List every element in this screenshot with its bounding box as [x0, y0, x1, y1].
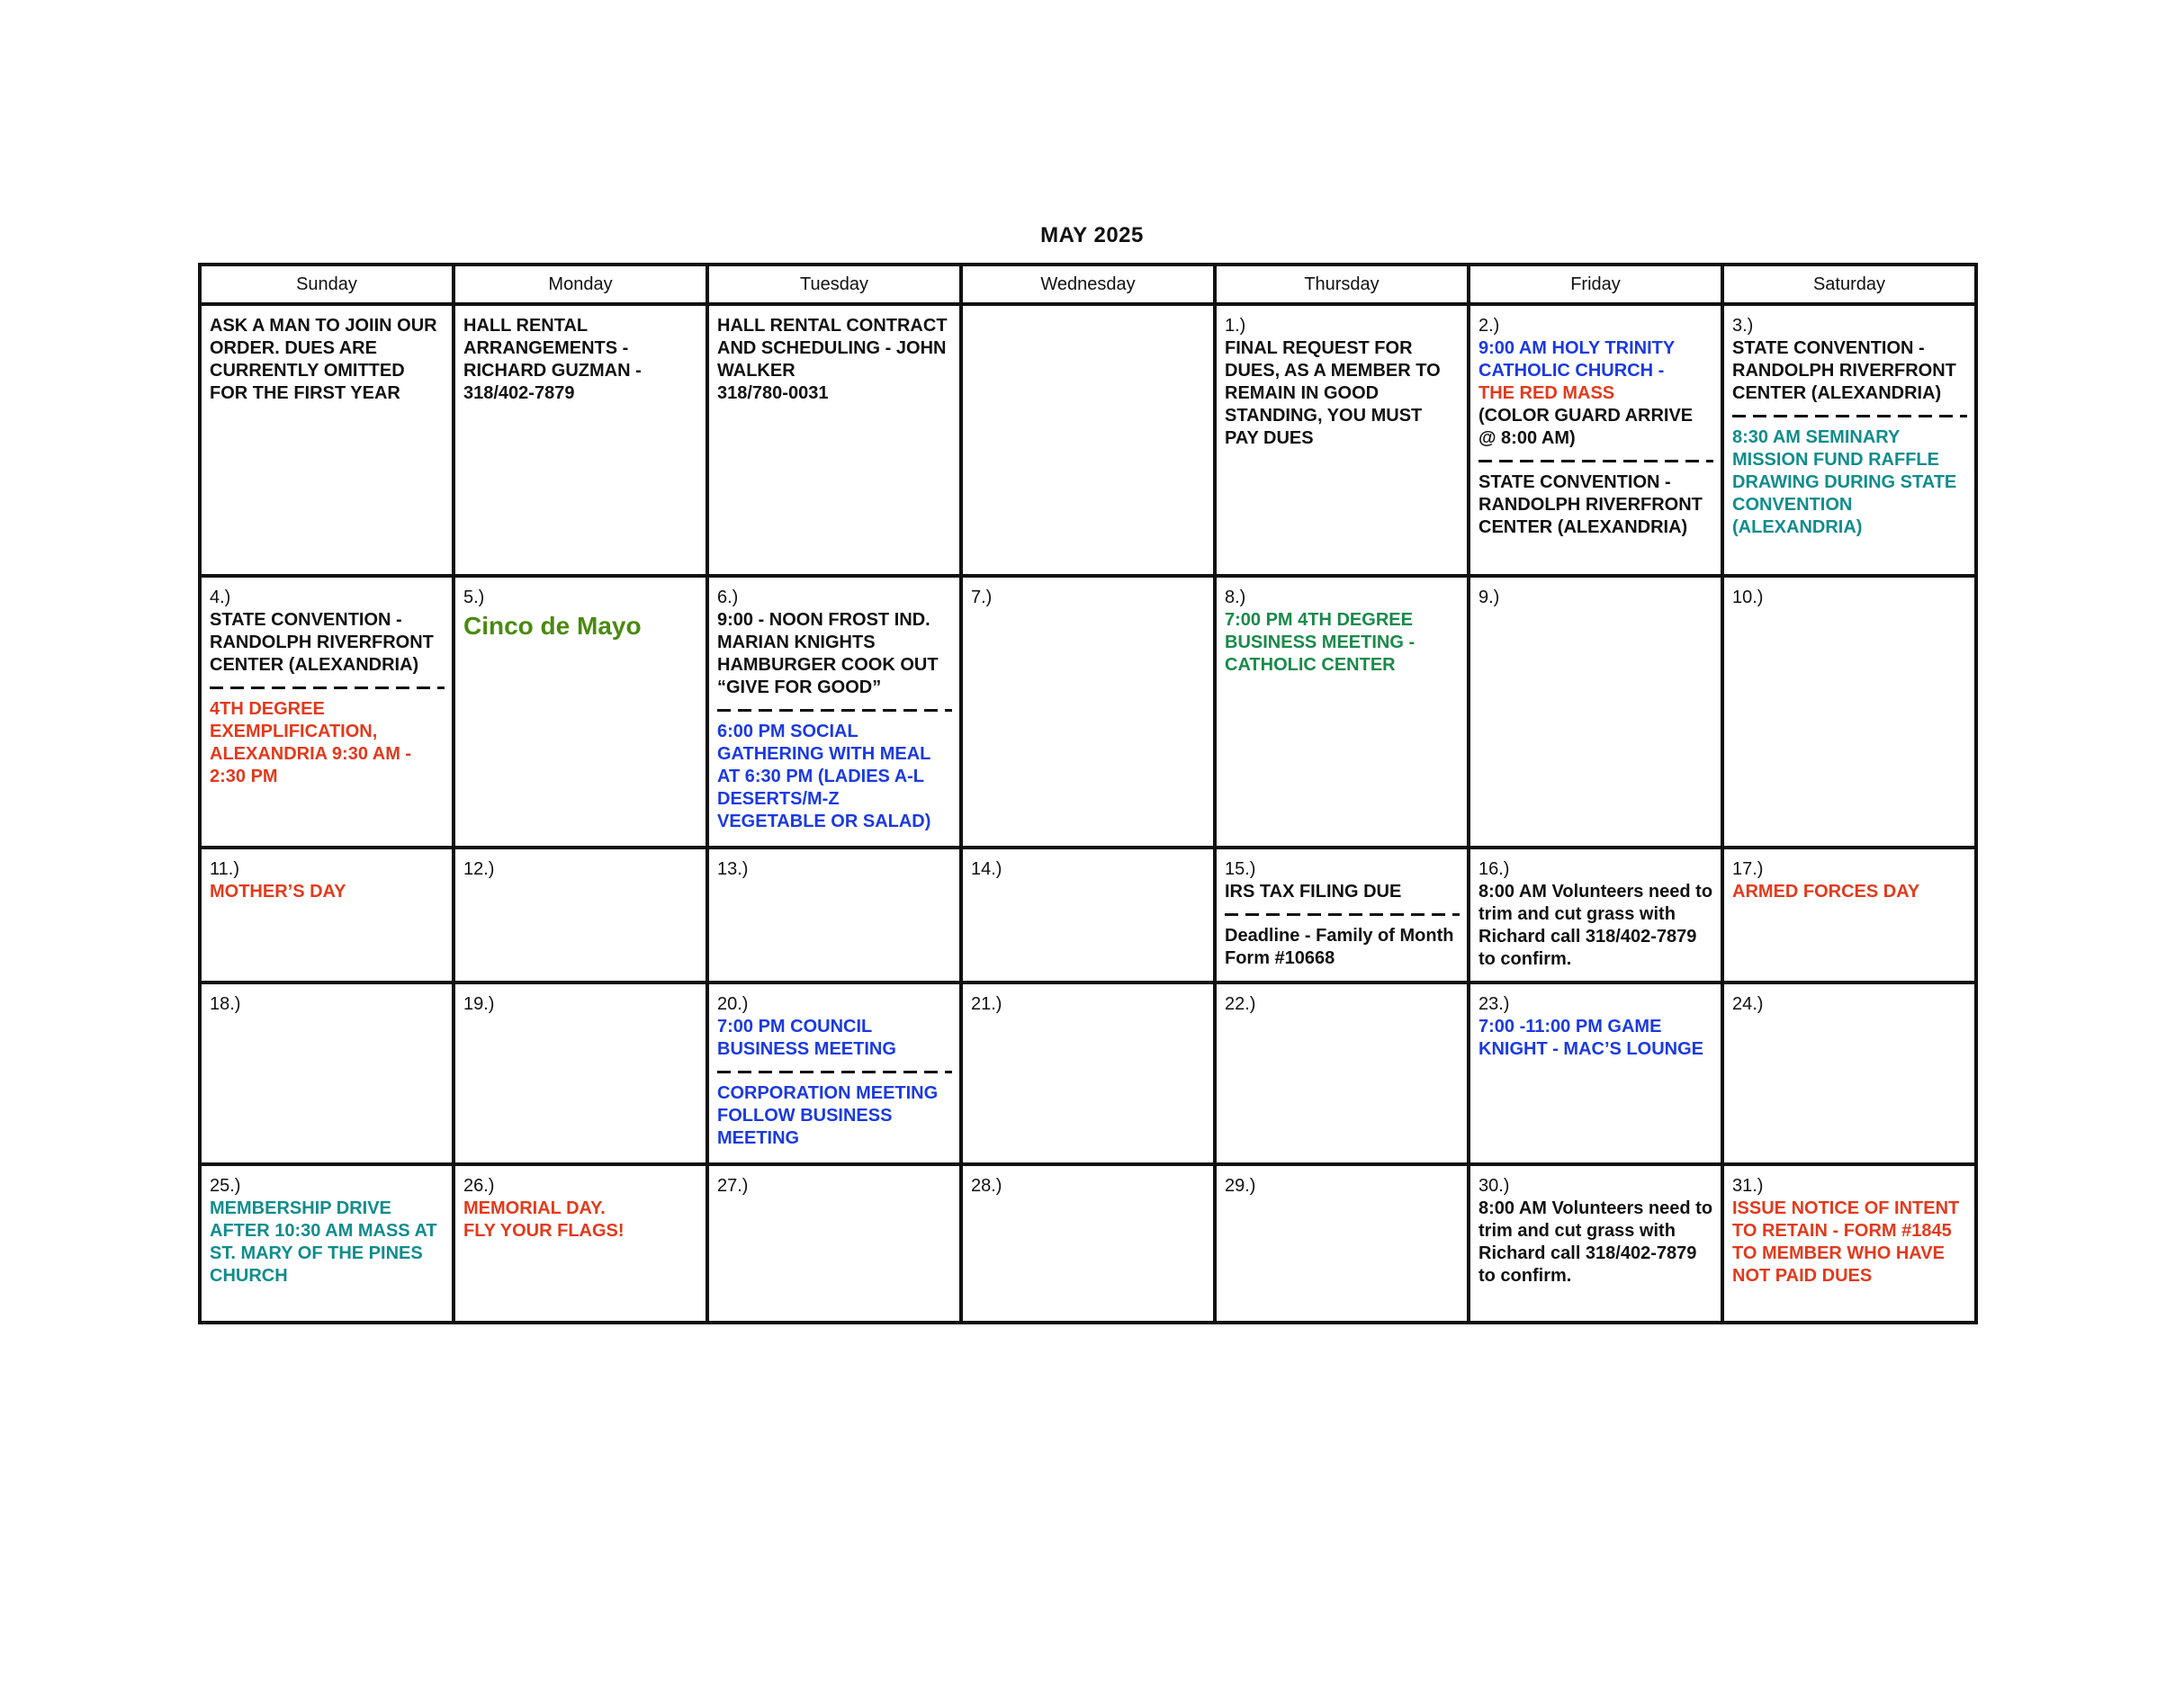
day-number: 28.)	[971, 1176, 1002, 1196]
day-number: 12.)	[463, 859, 495, 879]
event-separator	[717, 1063, 952, 1081]
day-cell	[1722, 304, 1976, 576]
day-number: 3.)	[1732, 316, 1754, 336]
weekday-header: Wednesday	[961, 265, 1215, 304]
week-row	[200, 304, 1976, 576]
day-number: 1.)	[1225, 316, 1246, 336]
event-text: 6:00 PM SOCIAL GATHERING WITH MEAL AT 6:30 PM (LADIES A-L DESERTS/M-Z VEGETABLE OR SALAD)	[717, 722, 931, 831]
day-cell	[707, 576, 961, 848]
week-row	[200, 848, 1976, 983]
day-cell	[1215, 576, 1469, 848]
calendar-grid	[198, 263, 1978, 1324]
day-cell	[1469, 304, 1722, 576]
event-text: Cinco de Mayo	[463, 612, 642, 640]
event-text: FINAL REQUEST FOR DUES, AS A MEMBER TO REMAIN IN GOOD STANDING, YOU MUST PAY DUES	[1225, 338, 1441, 448]
day-cell	[454, 848, 707, 983]
day-number: 9.)	[1478, 588, 1500, 607]
weekday-header-row	[200, 265, 1976, 304]
day-number: 23.)	[1478, 994, 1510, 1014]
day-cell	[1469, 576, 1722, 848]
week-row	[200, 983, 1976, 1164]
event-text: HALL RENTAL ARRANGEMENTS - RICHARD GUZMAN - 318/402-7879	[463, 316, 642, 403]
week-row	[200, 576, 1976, 848]
day-number: 10.)	[1732, 588, 1764, 607]
event-text: ASK A MAN TO JOIIN OUR ORDER. DUES ARE CURRENTLY OMITTED FOR THE FIRST YEAR	[210, 316, 437, 403]
event-text: 9:00 - NOON FROST IND. MARIAN KNIGHTS HAMBURGER COOK OUT “GIVE FOR GOOD”	[717, 610, 939, 697]
day-number: 8.)	[1225, 588, 1246, 607]
event-separator	[1478, 452, 1713, 470]
day-number: 26.)	[463, 1176, 495, 1196]
event-separator	[210, 678, 445, 696]
calendar-title: MAY 2025	[1040, 223, 1144, 247]
day-cell	[454, 983, 707, 1164]
day-cell	[1722, 983, 1976, 1164]
day-number: 2.)	[1478, 316, 1500, 336]
event-text: STATE CONVENTION - RANDOLPH RIVERFRONT CENTER (ALEXANDRIA)	[1478, 472, 1703, 537]
day-number: 18.)	[210, 994, 241, 1014]
day-cell	[200, 576, 454, 848]
day-number: 29.)	[1225, 1176, 1256, 1196]
event-text: 8:00 AM Volunteers need to trim and cut grass with Richard call 318/402-7879 to confirm.	[1478, 882, 1713, 969]
event-text: ISSUE NOTICE OF INTENT TO RETAIN - FORM #1845 TO MEMBER WHO HAVE NOT PAID DUES	[1732, 1198, 1960, 1286]
day-cell	[200, 304, 454, 576]
event-text: 7:00 PM COUNCIL BUSINESS MEETING	[717, 1017, 896, 1059]
day-cell	[707, 1164, 961, 1323]
day-cell	[1469, 848, 1722, 983]
weekday-header: Sunday	[200, 265, 454, 304]
day-cell	[1469, 1164, 1722, 1323]
event-text: MOTHER’S DAY	[210, 882, 346, 902]
week-row	[200, 1164, 1976, 1323]
event-text: HALL RENTAL CONTRACT AND SCHEDULING - JOHN WALKER 318/780-0031	[717, 316, 948, 403]
event-text: STATE CONVENTION - RANDOLPH RIVERFRONT CENTER (ALEXANDRIA)	[1732, 338, 1956, 403]
event-separator	[1732, 407, 1967, 425]
event-separator	[717, 701, 952, 719]
day-cell	[1722, 1164, 1976, 1323]
day-number: 14.)	[971, 859, 1002, 879]
calendar-body	[200, 304, 1976, 1323]
event-text: Deadline - Family of Month Form #10668	[1225, 926, 1454, 968]
day-cell	[454, 576, 707, 848]
day-cell	[707, 983, 961, 1164]
weekday-header: Friday	[1469, 265, 1722, 304]
day-number: 21.)	[971, 994, 1002, 1014]
day-cell	[454, 1164, 707, 1323]
event-text: 8:30 AM SEMINARY MISSION FUND RAFFLE DRAWING DURING STATE CONVENTION (ALEXANDRIA)	[1732, 427, 1957, 537]
day-number: 27.)	[717, 1176, 749, 1196]
day-number: 19.)	[463, 994, 495, 1014]
weekday-header: Monday	[454, 265, 707, 304]
day-cell	[1215, 848, 1469, 983]
day-number: 20.)	[717, 994, 749, 1014]
day-number: 25.)	[210, 1176, 241, 1196]
event-text: 7:00 PM 4TH DEGREE BUSINESS MEETING - CATHOLIC CENTER	[1225, 610, 1416, 675]
day-cell	[961, 304, 1215, 576]
event-separator	[1225, 905, 1460, 923]
day-number: 13.)	[717, 859, 749, 879]
event-text: 4TH DEGREE EXEMPLIFICATION, ALEXANDRIA 9:30 AM - 2:30 PM	[210, 699, 412, 786]
weekday-header: Tuesday	[707, 265, 961, 304]
event-text: MEMBERSHIP DRIVE AFTER 10:30 AM MASS AT ST. MARY OF THE PINES CHURCH	[210, 1198, 437, 1286]
day-cell	[1215, 304, 1469, 576]
day-number: 7.)	[971, 588, 993, 607]
day-cell	[200, 848, 454, 983]
day-number: 5.)	[463, 588, 485, 607]
day-cell	[1215, 983, 1469, 1164]
day-cell	[707, 304, 961, 576]
day-cell	[1722, 576, 1976, 848]
event-text: CORPORATION MEETING FOLLOW BUSINESS MEETING	[717, 1083, 939, 1148]
day-cell	[961, 1164, 1215, 1323]
day-cell	[707, 848, 961, 983]
event-text: IRS TAX FILING DUE	[1225, 882, 1402, 902]
day-number: 15.)	[1225, 859, 1256, 879]
event-text: ARMED FORCES DAY	[1732, 882, 1920, 902]
day-cell	[1722, 848, 1976, 983]
day-number: 24.)	[1732, 994, 1764, 1014]
event-text: 8:00 AM Volunteers need to trim and cut grass with Richard call 318/402-7879 to confirm.	[1478, 1198, 1713, 1286]
day-cell	[200, 1164, 454, 1323]
day-number: 16.)	[1478, 859, 1510, 879]
day-number: 31.)	[1732, 1176, 1764, 1196]
event-text: THE RED MASS	[1478, 383, 1615, 403]
day-cell	[200, 983, 454, 1164]
day-cell	[1215, 1164, 1469, 1323]
weekday-header: Thursday	[1215, 265, 1469, 304]
day-cell	[961, 983, 1215, 1164]
day-cell	[1469, 983, 1722, 1164]
day-number: 30.)	[1478, 1176, 1510, 1196]
day-number: 4.)	[210, 588, 231, 607]
day-cell	[454, 304, 707, 576]
weekday-header: Saturday	[1722, 265, 1976, 304]
event-text: (COLOR GUARD ARRIVE @ 8:00 AM)	[1478, 406, 1694, 448]
day-number: 17.)	[1732, 859, 1764, 879]
day-cell	[961, 848, 1215, 983]
event-text: 7:00 -11:00 PM GAME KNIGHT - MAC’S LOUNGE	[1478, 1017, 1703, 1059]
day-number: 11.)	[210, 859, 239, 879]
event-text: 9:00 AM HOLY TRINITY CATHOLIC CHURCH -	[1478, 338, 1675, 381]
day-number: 6.)	[717, 588, 739, 607]
event-text: MEMORIAL DAY. FLY YOUR FLAGS!	[463, 1198, 625, 1241]
event-text: STATE CONVENTION - RANDOLPH RIVERFRONT CENTER (ALEXANDRIA)	[210, 610, 434, 675]
day-number: 22.)	[1225, 994, 1256, 1014]
day-cell	[961, 576, 1215, 848]
